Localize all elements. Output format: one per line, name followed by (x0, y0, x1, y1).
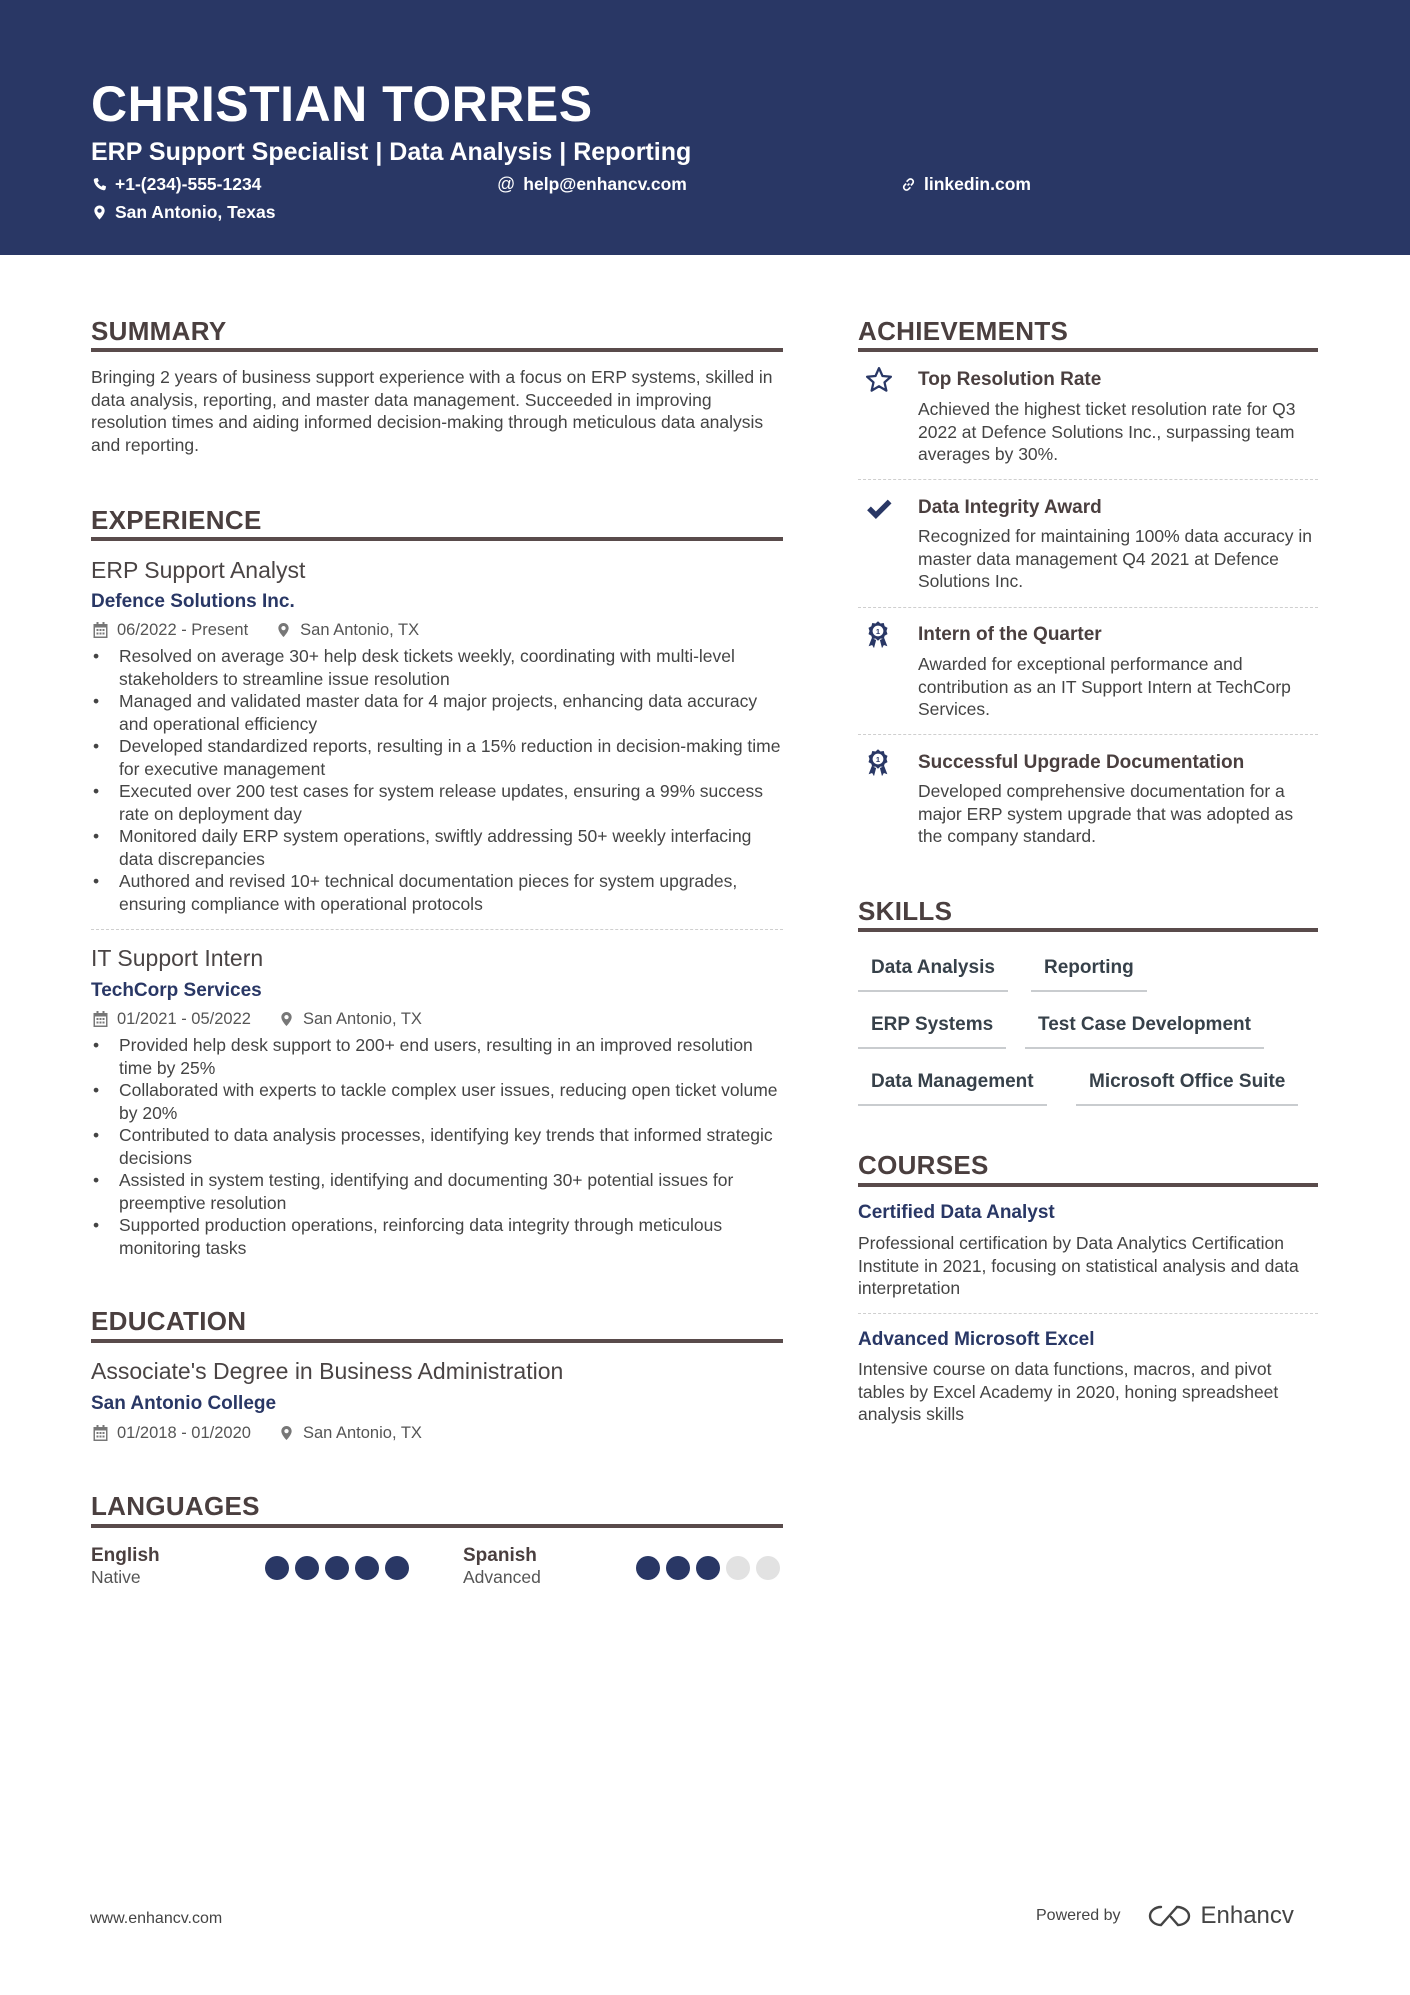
location-pin-icon (276, 622, 291, 638)
section-divider (858, 928, 1318, 932)
checkmark-icon (864, 494, 894, 524)
contact-website[interactable] (901, 173, 1031, 195)
entry-divider (858, 734, 1318, 735)
footer-branding (1036, 1902, 1294, 1930)
skill-tag: Data Management (858, 1070, 1047, 1106)
education-heading: EDUCATION (91, 1306, 247, 1336)
education-dates: 01/2018 - 01/2020 (117, 1424, 251, 1442)
company-name: Defence Solutions Inc. (91, 591, 295, 612)
experience-heading: EXPERIENCE (91, 505, 262, 535)
skill-tag: Data Analysis (858, 956, 1008, 992)
section-divider (858, 1183, 1318, 1187)
entry-divider (858, 607, 1318, 608)
job-dates: 06/2022 - Present (117, 621, 249, 639)
achievement-title: Top Resolution Rate (918, 369, 1102, 390)
bullet-item: • Provided help desk support to 200+ end users, resulting in an improved resolution time by 25% (91, 1034, 783, 1079)
calendar-icon (93, 1425, 108, 1441)
education-location: San Antonio, TX (302, 1424, 422, 1442)
skill-tag: Test Case Development (1025, 1013, 1264, 1049)
proficiency-dot-filled (355, 1556, 379, 1580)
calendar-icon (93, 1011, 108, 1027)
course-title: Certified Data Analyst (858, 1202, 1055, 1223)
bullet-item: • Collaborated with experts to tackle complex user issues, reducing open ticket volume by 20% (91, 1079, 783, 1124)
proficiency-dot-filled (385, 1556, 409, 1580)
skills-heading: SKILLS (858, 896, 953, 926)
skill-tag: Microsoft Office Suite (1076, 1070, 1298, 1106)
entry-divider (858, 479, 1318, 480)
candidate-name: CHRISTIAN TORRES (91, 76, 593, 132)
summary-text: Bringing 2 years of business support experience with a focus on ERP systems, skilled in data analysis, reporting, and master data management. Succeeded in improving resolution times and aiding informed decision-making through meticulous data analysis and reporting. (91, 367, 773, 455)
proficiency-dot-filled (295, 1556, 319, 1580)
bullet-item: • Managed and validated master data for 4 major projects, enhancing data accuracy and operational efficiency (91, 690, 783, 735)
star-icon (864, 365, 894, 395)
proficiency-dot-empty (756, 1556, 780, 1580)
medal-icon (863, 748, 893, 778)
section-divider (91, 1339, 783, 1343)
contact-location (92, 201, 275, 223)
bullet-item: • Supported production operations, reinforcing data integrity through meticulous monitoring tasks (91, 1214, 783, 1259)
achievement-title: Data Integrity Award (918, 497, 1102, 518)
skill-tag: ERP Systems (858, 1013, 1006, 1049)
section-divider (858, 348, 1318, 352)
location-pin-icon (92, 205, 107, 220)
languages-heading: LANGUAGES (91, 1491, 260, 1521)
proficiency-dot-empty (726, 1556, 750, 1580)
language-proficiency-dots (265, 1556, 409, 1580)
job-dates: 01/2021 - 05/2022 (117, 1010, 251, 1028)
section-divider (91, 537, 783, 541)
course-text: Professional certification by Data Analytics Certification Institute in 2021, focusing on statistical analysis and data interpretation (858, 1233, 1299, 1298)
proficiency-dot-filled (325, 1556, 349, 1580)
course-title: Advanced Microsoft Excel (858, 1329, 1095, 1350)
degree-title: Associate's Degree in Business Administration (91, 1358, 564, 1384)
language-name: English (91, 1545, 160, 1566)
education-meta (93, 1423, 422, 1443)
skill-tag: Reporting (1031, 956, 1147, 992)
svg-text:1: 1 (875, 626, 881, 636)
bullet-item: • Contributed to data analysis processes, identifying key trends that informed strategic decisions (91, 1124, 783, 1169)
phone-icon (92, 177, 107, 192)
company-name: TechCorp Services (91, 980, 262, 1001)
link-icon (901, 177, 916, 192)
school-name: San Antonio College (91, 1393, 277, 1414)
medal-icon (863, 620, 893, 650)
location-pin-icon (279, 1425, 294, 1441)
job-meta (93, 620, 419, 640)
job-title: ERP Support Analyst (91, 557, 306, 583)
proficiency-dot-filled (265, 1556, 289, 1580)
achievement-text: Achieved the highest ticket resolution rate for Q3 2022 at Defence Solutions Inc., surpassing team averages by 30%. (918, 399, 1296, 464)
job-bullets (91, 1034, 783, 1259)
language-proficiency-dots (636, 1556, 780, 1580)
job-title: IT Support Intern (91, 945, 264, 971)
courses-heading: COURSES (858, 1150, 989, 1180)
contact-phone (92, 173, 261, 195)
bullet-item: • Executed over 200 test cases for system release updates, ensuring a 99% success rate on deployment day (91, 780, 783, 825)
resume-header (0, 0, 1410, 255)
language-name: Spanish (463, 1545, 537, 1566)
achievement-text: Developed comprehensive documentation for a major ERP system upgrade that was adopted as the company standard. (918, 781, 1294, 846)
achievements-heading: ACHIEVEMENTS (858, 316, 1069, 346)
language-level: Advanced (463, 1567, 541, 1587)
svg-text:1: 1 (875, 754, 881, 764)
enhancv-logo-icon (1147, 1903, 1193, 1929)
proficiency-dot-filled (696, 1556, 720, 1580)
language-level: Native (91, 1567, 141, 1587)
powered-by-label: Powered by (1036, 1907, 1121, 1924)
phone-text: +1-(234)-555-1234 (115, 174, 262, 194)
course-text: Intensive course on data functions, macros, and pivot tables by Excel Academy in 2020, honing spreadsheet analysis skills (858, 1359, 1279, 1424)
job-meta (93, 1009, 422, 1029)
email-link[interactable]: help@enhancv.com (523, 174, 687, 194)
proficiency-dot-filled (636, 1556, 660, 1580)
candidate-headline: ERP Support Specialist | Data Analysis | Reporting (91, 138, 692, 166)
summary-heading: SUMMARY (91, 316, 227, 346)
at-icon: @ (497, 174, 516, 194)
proficiency-dot-filled (666, 1556, 690, 1580)
entry-divider (858, 1313, 1318, 1314)
footer-website[interactable]: www.enhancv.com (90, 1910, 223, 1927)
bullet-item: • Resolved on average 30+ help desk tickets weekly, coordinating with multi-level stakeholders to streamline issue resolution (91, 645, 783, 690)
contact-email[interactable] (497, 173, 687, 195)
bullet-item: • Assisted in system testing, identifying and documenting 30+ potential issues for preemptive resolution (91, 1169, 783, 1214)
brand-name: Enhancv (1200, 1902, 1294, 1929)
bullet-item: • Authored and revised 10+ technical documentation pieces for system upgrades, ensuring compliance with operational protocols (91, 870, 783, 915)
achievement-text: Recognized for maintaining 100% data accuracy in master data management Q4 2021 at Defence Solutions Inc. (918, 526, 1312, 591)
calendar-icon (93, 622, 108, 638)
enhancv-logo[interactable] (1147, 1902, 1294, 1930)
website-link[interactable]: linkedin.com (924, 174, 1031, 194)
location-text: San Antonio, Texas (115, 202, 276, 222)
achievement-text: Awarded for exceptional performance and contribution as an IT Support Intern at TechCorp Services. (918, 654, 1291, 719)
bullet-item: • Developed standardized reports, resulting in a 15% reduction in decision-making time for executive management (91, 735, 783, 780)
entry-divider (91, 929, 783, 930)
bullet-item: • Monitored daily ERP system operations, swiftly addressing 50+ weekly interfacing data discrepancies (91, 825, 783, 870)
job-location: San Antonio, TX (302, 1010, 422, 1028)
section-divider (91, 1524, 783, 1528)
job-bullets (91, 645, 783, 915)
location-pin-icon (279, 1011, 294, 1027)
achievement-title: Successful Upgrade Documentation (918, 752, 1245, 773)
section-divider (91, 348, 783, 352)
job-location: San Antonio, TX (300, 621, 420, 639)
achievement-title: Intern of the Quarter (918, 624, 1102, 645)
